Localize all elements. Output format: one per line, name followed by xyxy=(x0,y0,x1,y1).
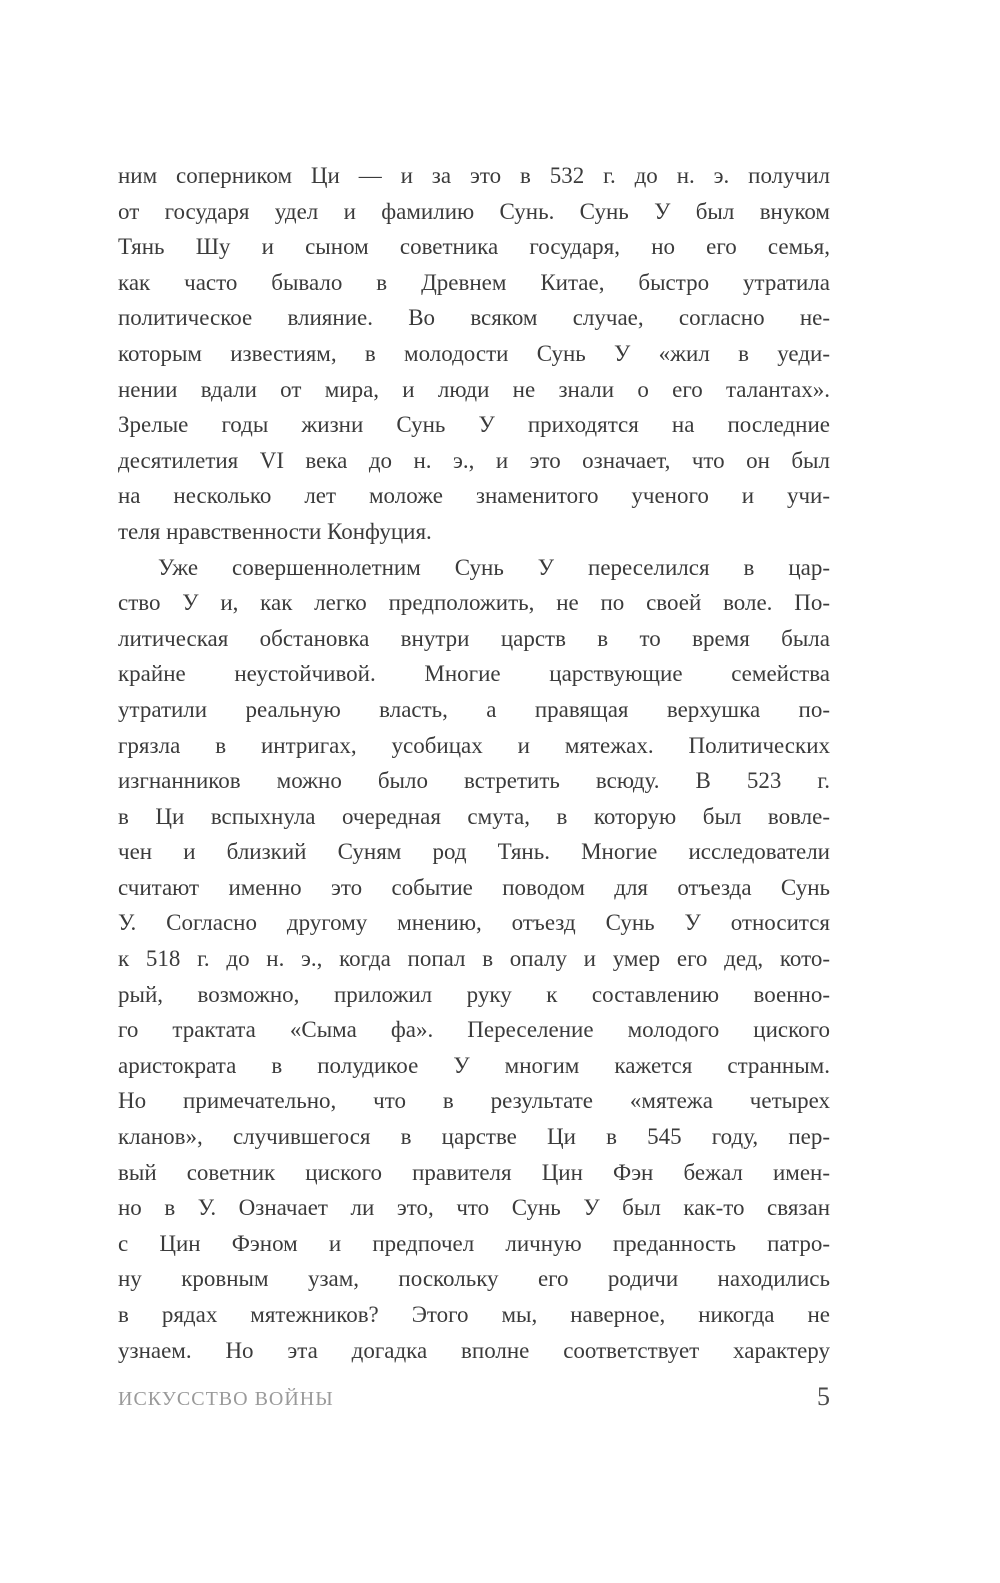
text-line: в рядах мятежников? Этого мы, наверное, никогда не xyxy=(118,1302,830,1327)
text-line: утратили реальную власть, а правящая верхушка по- xyxy=(118,696,830,722)
text-line: политическое влияние. Во всяком случае, согласно не- xyxy=(118,305,830,331)
text-line: но в У. Означает ли это, что Сунь У был как-то связан xyxy=(118,1195,830,1221)
text-line: ну кровным узам, поскольку его родичи находились xyxy=(118,1266,830,1292)
text-line: как часто бывало в Древнем Китае, быстро утратила xyxy=(118,269,830,295)
text-line: с Цин Фэном и предпочел личную преданность патро- xyxy=(118,1230,830,1256)
paragraph xyxy=(118,158,830,550)
text-line: аристократа в полудикое У многим кажется странным. xyxy=(118,1052,830,1078)
text-line: ним соперником Ци — и за это в 532 г. до н. э. получил xyxy=(118,163,830,188)
text-line: ство У и, как легко предположить, не по своей воле. По- xyxy=(118,590,830,616)
text-line: грязла в интригах, усобицах и мятежах. Политических xyxy=(118,732,830,758)
text-line: которым известиям, в молодости Сунь У «жил в уеди- xyxy=(118,340,830,366)
text-line: Зрелые годы жизни Сунь У приходятся на последние xyxy=(118,412,830,438)
text-line: У. Согласно другому мнению, отъезд Сунь У относится xyxy=(118,910,830,936)
text-line: чен и близкий Суням род Тянь. Многие исследователи xyxy=(118,839,830,865)
text-line: Уже совершеннолетним Сунь У переселился в цар- xyxy=(158,554,830,580)
running-title: ИСКУССТВО ВОЙНЫ xyxy=(118,1388,334,1410)
text-line: крайне неустойчивой. Многие царствующие семейства xyxy=(118,661,830,687)
text-line: литическая обстановка внутри царств в то время была xyxy=(118,625,830,651)
text-line: нении вдали от мира, и люди не знали о его талантах». xyxy=(118,376,830,402)
text-line: вый советник циского правителя Цин Фэн бежал имен- xyxy=(118,1159,830,1185)
text-line: к 518 г. до н. э., когда попал в опалу и умер его дед, кото- xyxy=(118,946,830,972)
text-line: рый, возможно, приложил руку к составлению военно- xyxy=(118,981,830,1007)
text-line: теля нравственности Конфуция. xyxy=(118,518,432,544)
text-line: изгнанников можно было встретить всюду. В 523 г. xyxy=(118,768,830,794)
text-line: кланов», случившегося в царстве Ци в 545 году, пер- xyxy=(118,1124,830,1150)
paragraph xyxy=(118,550,830,1369)
text-line: десятилетия VI века до н. э., и это означает, что он был xyxy=(118,447,830,473)
text-line: считают именно это событие поводом для отъезда Сунь xyxy=(118,874,830,900)
page-number: 5 xyxy=(817,1382,830,1411)
text-line: на несколько лет моложе знаменитого ученого и учи- xyxy=(118,483,830,509)
text-line: от государя удел и фамилию Сунь. Сунь У был внуком xyxy=(118,198,830,224)
text-line: узнаем. Но эта догадка вполне соответствует характеру xyxy=(118,1337,830,1363)
text-line: Тянь Шу и сыном советника государя, но его семья, xyxy=(118,234,830,260)
page-text-block xyxy=(118,158,830,1368)
text-line: в Ци вспыхнула очередная смута, в которую был вовле- xyxy=(118,803,830,829)
text-line: Но примечательно, что в результате «мятежа четырех xyxy=(118,1088,830,1114)
text-line: го трактата «Сыма фа». Переселение молодого циского xyxy=(118,1017,830,1043)
page-footer xyxy=(118,1382,830,1412)
